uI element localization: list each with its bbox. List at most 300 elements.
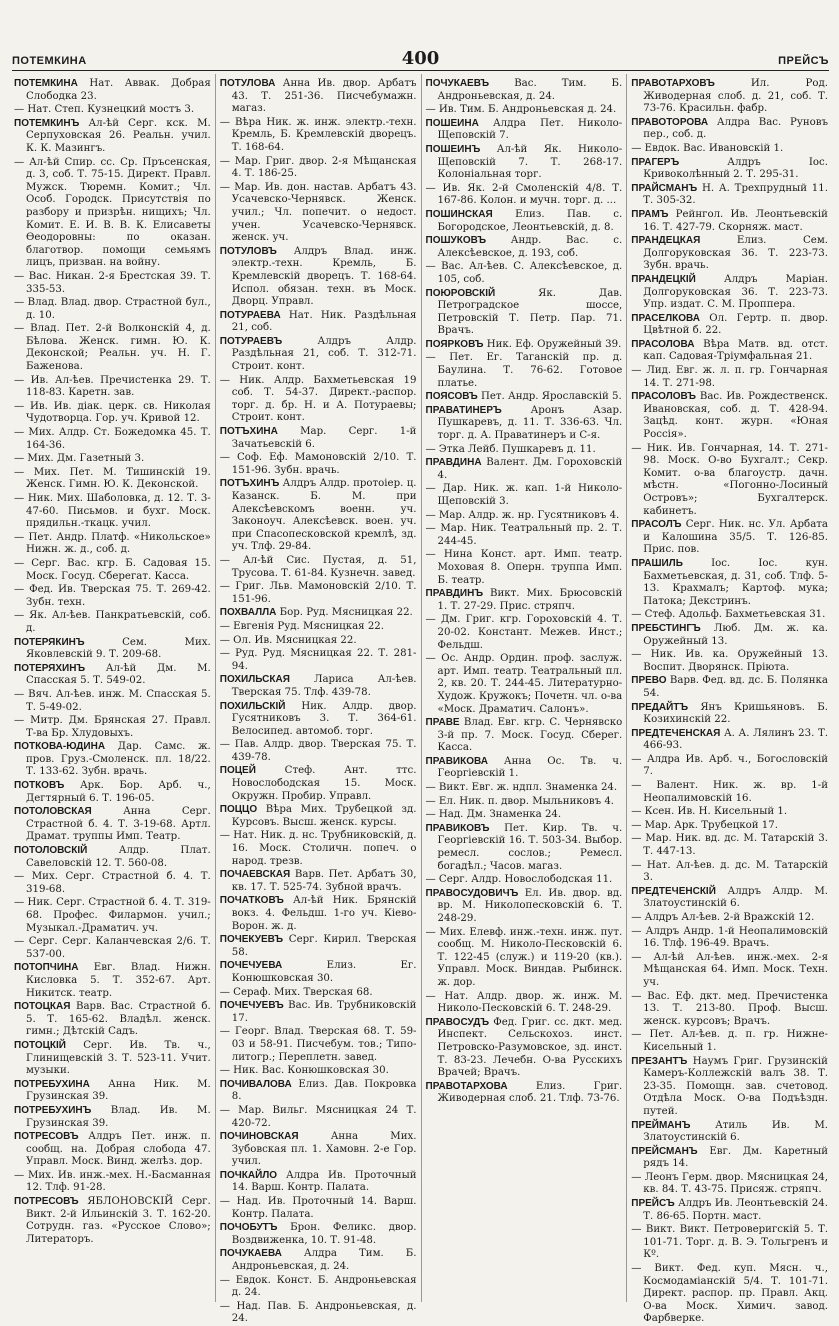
entry-details: — Георг. Влад. Тверская 68. Т. 59-03 и 58-91. Писчебум. тов.; Типо-литогр.; Переплетн. завед. <box>219 1026 417 1063</box>
entry-surname: ПОТКОВЪ <box>14 780 65 792</box>
entry-details: — Евгенія Руд. Мясницкая 22. <box>219 620 385 632</box>
directory-entry <box>426 352 623 390</box>
entry-surname: ПОТУРАЕВЪ <box>219 335 283 347</box>
entry-details: — Митр. Дм. Брянская 27. Правл. Т-ва Бр. Хлудовыхъ. <box>14 715 211 739</box>
directory-entry <box>426 339 623 352</box>
entry-details: — Ал-ѣй Спир. сс. Ср. Пръсенская, д. 3, соб. Т. 75-15. Директ. Правл. Мужск. Тюремн. Комит.; Чл. Особ. Городск. Присутствія по разбору и призрѣн. нищихъ; Чл. Комит. Е. И. В. В. К. Елисаветы Ѳеодоровны: по оказан. благотвор. помощи семьямъ лицъ, призван. на войну. <box>14 156 211 269</box>
directory-entry <box>220 1079 417 1104</box>
entry-details: Наумъ Григ. Грузинскій Камеръ-Коллежскій валъ 38. Т. 23-35. Помощн. зав. счетовод. Отдѣла Моск. О-ва Подъѣздн. путей. <box>643 1055 828 1117</box>
entry-details: Стеф. Ант. ттс. Новослободская 15. Моск. Окружн. Пробир. Управл. <box>231 765 417 802</box>
directory-entry <box>14 806 211 844</box>
directory-entry <box>14 1131 211 1169</box>
entry-details: Вѣра Мих. Трубецкой зд. Курсовъ. Высш. женск. курсы. <box>231 804 417 828</box>
entry-details: Вас. Ив. Трубниковскій 17. <box>231 1000 417 1024</box>
entry-details: Вас. Тим. Б. Андроньевская, д. 24. <box>437 78 623 102</box>
entry-details: ЯБЛОНОВСКІЙ Серг. Викт. 2-й Ильинскій 3. Т. 162-20. Сотрудн. газ. «Русское Слово»; Литераторъ. <box>26 1196 211 1245</box>
directory-entry <box>220 635 417 648</box>
directory-entry <box>14 375 211 400</box>
directory-entry <box>426 118 623 143</box>
entry-details: — Як. Ал-ѣев. Панкратьевскій, соб. д. <box>14 610 211 634</box>
entry-surname: ПРАВДИНА <box>425 457 482 469</box>
entry-surname: ПОХИЛЬСКАЯ <box>219 674 290 686</box>
directory-entry <box>631 806 828 819</box>
directory-entry <box>14 1040 211 1078</box>
directory-entry <box>14 962 211 1000</box>
directory-entry <box>426 144 623 182</box>
entry-details: — Пет. Андр. Платф. «Никольское» Нижн. ж. д., соб. д. <box>14 531 211 556</box>
directory-entry <box>220 1301 417 1326</box>
entry-details: Янъ Кришьяновъ. Б. Козихинскій 22. <box>643 701 828 726</box>
entry-details: — Влад. Пет. 2-й Волконскій 4, д. Бѣлова. Женск. гимн. Ю. К. Деконской; Реальн. уч. Н. Г. Баженова. <box>14 323 211 373</box>
entry-details: — Серг. Алдр. Новослободская 11. <box>425 874 613 886</box>
directory-entry <box>631 833 828 858</box>
directory-entry <box>14 453 211 466</box>
entry-details: — Этка Лейб. Пушкаревъ д. 11. <box>425 443 596 455</box>
entry-surname: ПОТЕМКИНЪ <box>14 117 80 129</box>
directory-entry <box>631 1263 828 1326</box>
entry-details: — Вас. Еф. дкт. мед. Пречистенка 13. Т. 213-80. Проф. Высш. женск. курсовъ; Врачъ. <box>631 990 828 1027</box>
directory-entry <box>631 926 828 951</box>
directory-entry <box>631 117 828 142</box>
entry-details: — Викт. Евг. ж. ндпл. Знаменка 24. <box>425 782 618 794</box>
directory-entry <box>426 261 623 286</box>
entry-surname: ПОШЕИНЪ <box>425 143 481 155</box>
entry-details: — Пет. Ал-ѣев. д. п. гр. Нижне-Кисельный 1. <box>631 1029 828 1053</box>
directory-entry <box>220 1275 417 1300</box>
entry-surname: ПОТОЛОВСКАЯ <box>14 806 92 818</box>
entry-details: — Мар. Алдр. ж. нр. Гусятниковъ 4. <box>425 509 620 521</box>
directory-entry <box>220 1131 417 1169</box>
entry-details: Арк. Бор. Арб. ч., Дегтярный 6. Т. 196-05. <box>26 780 211 804</box>
directory-entry <box>631 728 828 753</box>
directory-entry <box>14 871 211 896</box>
directory-entry <box>426 796 623 809</box>
entry-details: А. А. Лялинъ 23. Т. 466-93. <box>643 727 828 752</box>
entry-details: Люб. Дм. ж. ка. Оружейный 13. <box>643 622 828 647</box>
entry-details: — Вѣра Ник. ж. инж. электр.-техн. Кремль, Б. Кремлевскій дворецъ. Т. 168-64. <box>219 116 417 153</box>
entry-surname: ПОТРЕСОВЪ <box>14 1196 79 1208</box>
directory-entry <box>220 1222 417 1247</box>
entry-details: — Лид. Евг. ж. л. п. гр. Гончарная 14. Т. 271-98. <box>631 365 828 389</box>
directory-entry <box>220 648 417 673</box>
entry-details: — Викт. Фед. куп. Мясн. ч., Космодаміанскій 5/4. Т. 101-71. Директ. распор. пр. Правл. Акц. О-ва Моск. Химич. завод. Фарбверке. <box>631 1263 828 1325</box>
directory-entry <box>220 1065 417 1078</box>
directory-entry <box>426 874 623 887</box>
directory-entry <box>14 1001 211 1039</box>
directory-entry <box>631 209 828 234</box>
directory-entry <box>426 1081 623 1106</box>
entry-details: Серг. Кирил. Тверская 58. <box>231 934 417 958</box>
entry-surname: ПРАСЕЛКОВА <box>631 312 700 324</box>
directory-entry <box>14 118 211 156</box>
directory-entry <box>220 607 417 620</box>
entry-details: — Мих. Дм. Газетный 3. <box>14 453 145 465</box>
entry-surname: ПОШЕИНА <box>425 117 479 129</box>
directory-entry <box>220 739 417 764</box>
directory-entry <box>14 663 211 688</box>
entry-surname: ПОТУРАЕВА <box>219 309 281 321</box>
entry-surname: ПОТРЕБУХИНЪ <box>14 1104 92 1116</box>
directory-entry <box>426 823 623 873</box>
entry-details: Алдръ Ив. Леонтьевскій 24. Т. 86-65. Портн. маст. <box>643 1198 828 1222</box>
directory-entry <box>220 830 417 868</box>
directory-entry <box>220 1248 417 1273</box>
entry-details: — Соф. Еф. Мамоновскій 2/10. Т. 151-96. Зубн. врачь. <box>219 452 417 476</box>
directory-entry <box>220 895 417 933</box>
directory-entry <box>426 991 623 1016</box>
entry-surname: ПОЧОБУТЪ <box>219 1222 278 1234</box>
directory-entry <box>220 804 417 829</box>
entry-surname: ПРАСОЛОВА <box>631 338 695 350</box>
entry-details: — Мар. Григ. двор. 2-я Мѣщанская 4. Т. 186-25. <box>219 155 417 180</box>
directory-entry <box>14 297 211 322</box>
entry-details: — Ив. Тим. Б. Андроньевская д. 24. <box>425 104 617 116</box>
entry-details: Алдръ Алдр. протоіер. ц. Казанск. Б. М. при Алексѣевскомъ военн. уч. Законоуч. Алексѣевск. воен. уч. при Спасопесковской кремлѣ, зд. уч. Тлф. 29-84. <box>231 478 417 553</box>
directory-entry <box>426 209 623 234</box>
directory-entry <box>220 1026 417 1064</box>
entry-details: Ал-ѣй Ник. Брянскій вокз. 4. Фельдш. 1-го уч. Кіево-Ворон. ж. д. <box>231 895 417 932</box>
entry-details: Бор. Руд. Мясницкая 22. <box>279 607 413 619</box>
directory-entry <box>14 936 211 961</box>
entry-details: Ник. Еф. Оружейный 39. <box>486 338 622 350</box>
entry-surname: ПРАМЪ <box>631 208 669 220</box>
entry-surname: ПОЯРКОВЪ <box>425 338 484 350</box>
entry-details: Ал-ѣй Серг. кск. М. Серпуховская 26. Реальн. учил. К. К. Мазингъ. <box>26 117 211 154</box>
directory-entry <box>220 375 417 425</box>
entry-details: Ал-ѣй Як. Николо-Щеповскій 7. Т. 268-17. Колоніальная торг. <box>437 143 623 181</box>
directory-entry <box>631 649 828 674</box>
entry-surname: ПРЕЙСЪ <box>631 1198 675 1210</box>
entry-details: — Ив. Як. 2-й Смоленскій 4/8. Т. 167-86. Колон. и мучн. торг. д. ... <box>425 182 623 207</box>
directory-entry <box>14 1079 211 1104</box>
column-2 <box>216 74 422 1325</box>
entry-details: — Вас. Ал-ѣев. С. Алексѣевское, д. 105, соб. <box>425 261 623 285</box>
entry-details: Пет. Кир. Тв. ч. Георгіевскій 16. Т. 503-34. Выбор. ремесл. сослов.; Ремесл. богадѣл.; Часов. магаз. <box>437 822 623 872</box>
entry-details: Іос. Іос. кун. Бахметьевская, д. 31, соб. Тлф. 5-13. Крахмалъ; Картоф. мука; Патока; Декстринъ. <box>643 557 828 607</box>
directory-entry <box>631 952 828 990</box>
entry-details: Влад. Евг. кгр. С. Чернявско 3-й пр. 7. Моск. Госуд. Сберег. Касса. <box>437 717 623 754</box>
entry-surname: ПОЧЕКУЕВЪ <box>219 934 284 946</box>
entry-surname: ПОТУЛОВЪ <box>219 245 277 257</box>
entry-surname: ПОЧИНОВСКАЯ <box>219 1131 299 1143</box>
entry-surname: ПРЕЙМАНЪ <box>631 1119 691 1131</box>
entry-details: Аронъ Азар. Пушкаревъ, д. 11. Т. 336-63. Чл. торг. д. А. Праватинеръ и С-я. <box>437 404 623 442</box>
directory-entry <box>426 653 623 716</box>
directory-entry <box>426 888 623 926</box>
entry-details: — Руд. Руд. Мясницкая 22. Т. 281-94. <box>219 648 417 672</box>
directory-entry <box>631 991 828 1029</box>
directory-entry <box>631 558 828 608</box>
entry-details: Нат. Аввак. Добрая Слободка 23. <box>26 78 211 102</box>
entry-details: — Ксен. Ив. Н. Кисельный 1. <box>631 806 788 818</box>
directory-entry <box>426 510 623 523</box>
entry-surname: ПОТЪХИНЪ <box>219 478 280 490</box>
entry-surname: ПОТОЛОВСКІЙ <box>14 845 88 857</box>
directory-entry <box>220 1170 417 1195</box>
entry-details: Елиз. Григ. Живодерная слоб. 21. Тлф. 73-76. <box>437 1080 623 1105</box>
directory-entry <box>631 623 828 648</box>
entry-details: Елиз. Ег. Конюшковская 30. <box>231 960 417 984</box>
entry-surname: ПОТЕМКИНА <box>14 78 78 89</box>
directory-entry <box>14 157 211 270</box>
directory-entry <box>631 143 828 156</box>
directory-entry <box>426 235 623 260</box>
entry-details: Анна Ос. Тв. ч. Георгіевскій 1. <box>437 755 623 780</box>
entry-details: — Мих. Пет. М. Тишинскій 19. Женск. Гимн. Ю. К. Деконской. <box>14 466 211 491</box>
entry-details: Лариса Ал-ѣев. Тверская 75. Тлф. 439-78. <box>231 674 417 698</box>
entry-details: Алдр. Плат. Савеловскій 12. Т. 560-08. <box>26 845 211 869</box>
entry-details: — Влад. Влад. двор. Страстной бул., д. 10. <box>14 297 211 321</box>
directory-entry <box>426 614 623 652</box>
entry-surname: ПОЧАЕВСКАЯ <box>219 869 291 881</box>
directory-entry <box>14 401 211 426</box>
directory-entry <box>426 782 623 795</box>
entry-details: Брон. Феликс. двор. Воздвиженка, 10. Т. 91-48. <box>231 1222 417 1246</box>
entry-surname: ПРАШИЛЬ <box>631 557 683 569</box>
entry-details: — Ол. Ив. Мясницкая 22. <box>219 634 357 646</box>
page-number: 400 <box>401 48 440 69</box>
entry-details: Н. А. Трехпрудный 11. Т. 305-32. <box>643 182 828 207</box>
entry-details: Андр. Вас. с. Алексѣевское, д. 193, соб. <box>437 235 623 259</box>
directory-entry <box>426 104 623 117</box>
entry-details: — Ник. Вас. Конюшковская 30. <box>219 1065 389 1077</box>
entry-details: — Мар. Ник. вд. дс. М. Татарскій 3. Т. 447-13. <box>631 833 828 858</box>
directory-entry <box>220 934 417 959</box>
entry-surname: ПРАГЕРЪ <box>631 156 680 168</box>
page-header <box>12 46 829 71</box>
directory-entry <box>426 809 623 822</box>
entry-surname: ПОЦЦО <box>219 804 258 816</box>
entry-details: — Сераф. Мих. Тверская 68. <box>219 986 373 998</box>
entry-details: — Викт. Викт. Петроверигскій 5. Т. 101-71. Торг. д. В. Э. Тольгренъ и Кº. <box>631 1224 828 1261</box>
entry-details: — Над. Дм. Знаменка 24. <box>425 809 562 821</box>
directory-entry <box>220 1000 417 1025</box>
entry-details: Фед. Григ. сс. дкт. мед. Инспект. Сельскохоз. инст. Петровско-Разумовское, зд. инст. Т. 83-23. Лечебн. О-ва Русскихъ Врачей; Врачъ. <box>437 1016 623 1079</box>
entry-details: — Ал-ѣй Ал-ѣев. инж.-мех. 2-я Мѣщанская 64. Имп. Моск. Техн. уч. <box>631 951 828 988</box>
entry-details: — Григ. Льв. Мамоновскій 2/10. Т. 151-96. <box>219 581 417 605</box>
directory-entry <box>631 1029 828 1054</box>
entry-surname: ПРЕВО <box>631 675 667 687</box>
entry-surname: ПРЕДТЕЧЕНСКІЙ <box>631 885 716 897</box>
directory-entry <box>14 271 211 296</box>
directory-entry <box>426 288 623 338</box>
entry-details: — Алдръ Андр. 1-й Неопалимовскій 16. Тлф. 196-49. Врачъ. <box>631 925 828 950</box>
entry-surname: ПРАЙСМАНЪ <box>631 182 698 194</box>
directory-entry <box>631 391 828 441</box>
entry-surname: ПОЦЕЙ <box>219 765 256 777</box>
directory-entry <box>631 313 828 338</box>
entry-details: Анна Мих. Зубовская пл. 1. Хамовн. 2-е Гор. учил. <box>231 1131 417 1168</box>
directory-entry <box>426 183 623 208</box>
entry-surname: ПОТЕРЯКИНЪ <box>14 636 85 648</box>
entry-details: Пет. Андр. Ярославскій 5. <box>480 391 622 403</box>
entry-details: Алдръ Пет. инж. п. сообщ. на. Добрая слобода 47. Управл. Моск. Винд. желѣз. дор. <box>26 1131 211 1168</box>
directory-entry <box>631 443 828 519</box>
entry-details: Ел. Ив. двор. вд. вр. М. Николопесковскій 6. Т. 248-29. <box>437 887 623 924</box>
entry-details: Як. Дав. Петроградское шоссе, Петровскій Т. Петр. Пар. 71. Врачъ. <box>437 287 623 337</box>
directory-entry <box>426 391 623 404</box>
directory-entry <box>220 182 417 245</box>
column-1 <box>10 74 216 1302</box>
entry-surname: ПРАВИКОВЪ <box>425 822 490 834</box>
directory-entry <box>631 235 828 273</box>
entry-details: Рейнгол. Ив. Леонтьевскій 16. Т. 427-79. Скорняж. маст. <box>643 208 828 233</box>
entry-surname: ПОЧЕЧУЕВА <box>219 960 283 972</box>
directory-entry <box>220 581 417 606</box>
entry-surname: ПОШУКОВЪ <box>425 235 487 247</box>
entry-details: — Стеф. Адольф. Бахметьевская 31. <box>631 609 826 621</box>
entry-details: — Мих. Ив. инж.-мех. Н.-Басманная 12. Тлф. 91-28. <box>14 1169 211 1194</box>
directory-entry <box>631 780 828 805</box>
directory-entry <box>220 452 417 477</box>
directory-entry <box>220 674 417 699</box>
entry-details: — Фед. Ив. Тверская 75. Т. 269-42. Зубн. техн. <box>14 584 211 608</box>
directory-entry <box>631 675 828 700</box>
entry-surname: ПРАВОСУДОВИЧЪ <box>425 887 519 899</box>
entry-details: — Над. Пав. Б. Андроньевская, д. 24. <box>219 1300 417 1325</box>
directory-entry <box>631 365 828 390</box>
entry-surname: ПРЕДАЙТЪ <box>631 701 689 713</box>
entry-surname: ПОЧКАЙЛО <box>219 1169 278 1181</box>
entry-surname: ПОХВАЛЛА <box>219 607 277 619</box>
entry-details: Евг. Влад. Нижн. Кисловка 5. Т. 352-67. Арт. Никитск. театр. <box>26 962 211 999</box>
entry-details: — Дар. Ник. ж. кап. 1-й Николо-Щеповскій 3. <box>425 483 623 507</box>
entry-details: Евг. Дм. Каретный рядъ 14. <box>643 1145 828 1170</box>
directory-entry <box>426 1017 623 1080</box>
entry-surname: ПОТУЛОВА <box>219 78 276 89</box>
directory-entry <box>426 549 623 587</box>
entry-details: Алдръ Алдр. Раздѣльная 21, соб. Т. 312-71. Строит. конт. <box>231 335 417 373</box>
directory-entry <box>14 845 211 870</box>
running-head-right: ПРЕЙСЪ <box>778 55 829 67</box>
entry-details: Ник. Алдр. двор. Гусятниковъ 3. Т. 364-61. Велосипед. автомоб. торг. <box>231 700 417 737</box>
directory-entry <box>426 588 623 613</box>
entry-details: — Ос. Андр. Ордин. проф. заслуж. арт. Имп. театр. Театральный пл. 2, кв. 20. Т. 244-45. Литературно-Худож. Кружокъ; Почетн. чл. о-ва «Моск. Драматич. Салонъ». <box>425 653 623 715</box>
directory-entry <box>426 756 623 781</box>
entry-details: Дар. Самс. ж. пров. Груз.-Смоленск. пл. 18/22. Т. 133-62. Зубн. врачь. <box>26 741 211 778</box>
directory-entry <box>14 715 211 740</box>
entry-details: — Нат. Ник. д. нс. Трубниковскій, д. 16. Моск. Столичн. попеч. о народ. трезв. <box>219 830 417 867</box>
entry-details: — Серг. Вас. кгр. Б. Садовая 15. Моск. Госуд. Сберегат. Касса. <box>14 557 211 582</box>
directory-entry <box>631 274 828 312</box>
entry-details: — Нат. Алдр. двор. ж. инж. М. Николо-Песковскій 6. Т. 248-29. <box>425 990 623 1015</box>
entry-surname: ПОЧЕЧУЕВЪ <box>219 1000 284 1012</box>
entry-surname: ПРАВИКОВА <box>425 755 488 767</box>
directory-entry <box>631 886 828 911</box>
entry-details: — Вас. Никан. 2-я Брестская 39. Т. 335-53. <box>14 270 211 295</box>
entry-details: — Леонъ Герм. двор. Мясницкая 24, кв. 84. Т. 43-75. Присяж. стряпч. <box>631 1171 828 1196</box>
directory-entry <box>426 457 623 482</box>
directory-entry <box>220 117 417 155</box>
entry-details: — Над. Ив. Проточный 14. Варш. Контр. Палата. <box>219 1196 417 1220</box>
entry-surname: ПРАСОЛЪ <box>631 519 682 531</box>
entry-details: Алдръ Іос. Кривоколѣнный 2. Т. 295-31. <box>643 156 828 181</box>
directory-entry <box>14 637 211 662</box>
entry-surname: ПРАНДЕЦКІЙ <box>631 273 696 285</box>
directory-entry <box>631 860 828 885</box>
directory-entry <box>220 156 417 181</box>
entry-details: Анна Серг. Страстной б. 4. Т. 3-19-68. Артл. Драмат. труппы Имп. Театр. <box>26 806 211 843</box>
entry-details: Алдръ Влад. инж. электр.-техн. Кремль, Б. Кремлевскій дворецъ. Т. 168-64. Испол. обязан. техн. въ Моск. Дворц. Управл. <box>231 245 417 308</box>
entry-details: — Ал-ѣй Сис. Пустая, д. 51, Трусова. Т. 61-84. Кузнечн. завед. <box>219 554 417 579</box>
entry-surname: ПОТКОВА-ЮДИНА <box>14 741 106 753</box>
entry-details: — Евдок. Вас. Ивановскій 1. <box>631 142 784 154</box>
directory-entry <box>14 610 211 635</box>
directory-entry <box>631 1224 828 1262</box>
directory-entry <box>220 869 417 894</box>
entry-details: Алдръ Маріан. Долгоруковская 36. Т. 223-73. Упр. издат. С. М. Проппера. <box>643 273 828 311</box>
entry-details: Елиз. Дав. Покровка 8. <box>231 1078 417 1103</box>
directory-entry <box>426 927 623 990</box>
directory-entry <box>220 701 417 739</box>
directory-entry <box>220 1196 417 1221</box>
entry-details: — Валент. Ник. ж. вр. 1-й Неопалимовскій 16. <box>631 780 828 804</box>
entry-details: Сем. Мих. Яковлевскій 9. Т. 209-68. <box>26 636 211 661</box>
entry-surname: ПОШИНСКАЯ <box>425 208 493 220</box>
directory-entry <box>14 558 211 583</box>
entry-details: Мар. Серг. 1-й Зачатьевскій 6. <box>231 426 417 450</box>
entry-details: Елиз. Пав. с. Богородское, Леонтьевскій, д. 8. <box>437 208 623 233</box>
directory-entry <box>220 1105 417 1130</box>
entry-details: Варв. Фед. вд. дс. Б. Полянка 54. <box>643 675 829 699</box>
directory-entry <box>631 820 828 833</box>
directory-entry <box>14 1105 211 1130</box>
directory-entry <box>631 1120 828 1145</box>
entry-details: Валент. Дм. Гороховскій 4. <box>437 457 623 481</box>
entry-details: — Ник. Мих. Шаболовка, д. 12. Т. 3-47-60. Письмов. и бухг. Моск. прядильн.-ткацк. учил. <box>14 493 211 530</box>
entry-surname: ПРАВАТИНЕРЪ <box>425 404 502 416</box>
directory-entry <box>14 689 211 714</box>
entry-surname: ПОЧАТКОВЪ <box>219 895 284 907</box>
directory-entry <box>631 339 828 364</box>
entry-details: — Ник. Алдр. Бахметьевская 19 соб. Т. 54-37. Директ.-распор. торг. д. бр. Н. и А. Потураевы; Строит. конт. <box>219 374 417 424</box>
entry-surname: ПРЕЗАНТЪ <box>631 1055 688 1067</box>
entry-surname: ПОТОЦКІЙ <box>14 1039 66 1051</box>
entry-details: Ил. Род. Живодерная слоб. д. 21, соб. Т. 73-76. Красильн. фабр. <box>643 78 828 115</box>
directory-entry <box>220 426 417 451</box>
directory-entry <box>631 1056 828 1119</box>
entry-surname: ПРАВОТАРХОВА <box>425 1080 508 1092</box>
entry-surname: ПРАНДЕЦКАЯ <box>631 235 701 247</box>
entry-details: Алдръ Алдр. М. Златоустинскій 6. <box>643 885 828 910</box>
entry-details: — Алдра Ив. Арб. ч., Богословскій 7. <box>631 753 828 778</box>
entry-details: Викт. Мих. Брюсовскій 1. Т. 27-29. Прис. стряпч. <box>437 588 623 612</box>
directory-entry <box>220 960 417 985</box>
entry-surname: ПРАВДИНЪ <box>425 588 484 600</box>
directory-entry <box>14 78 211 103</box>
entry-details: Вѣра Матв. вд. отст. кап. Садовая-Тріумфальная 21. <box>643 338 828 363</box>
entry-surname: ПОХИЛЬСКІЙ <box>219 700 286 712</box>
entry-details: — Мих. Серг. Страстной б. 4. Т. 319-68. <box>14 871 211 895</box>
directory-columns <box>10 74 832 1325</box>
directory-entry <box>14 467 211 492</box>
entry-details: — Нина Конст. арт. Имп. театр. Моховая 8. Оперн. труппа Имп. Б. театр. <box>425 549 623 586</box>
directory-entry <box>631 912 828 925</box>
running-head-left: ПОТЕМКИНА <box>12 55 87 67</box>
directory-entry <box>14 1196 211 1246</box>
entry-surname: ПОТОЦКАЯ <box>14 1001 71 1013</box>
entry-surname: ПРАВОТОРОВА <box>631 116 709 128</box>
directory-entry <box>14 584 211 609</box>
entry-details: — Мар. Арк. Трубецкой 17. <box>631 819 779 831</box>
column-4 <box>627 74 832 1325</box>
directory-entry <box>426 78 623 103</box>
entry-details: Влад. Ив. М. Грузинская 39. <box>26 1104 211 1129</box>
entry-surname: ПРАВОСУДЪ <box>425 1016 490 1028</box>
entry-surname: ПРАВОТАРХОВЪ <box>631 78 715 89</box>
directory-entry <box>426 444 623 457</box>
entry-details: Атиль Ив. М. Златоустинскій 6. <box>643 1119 828 1144</box>
